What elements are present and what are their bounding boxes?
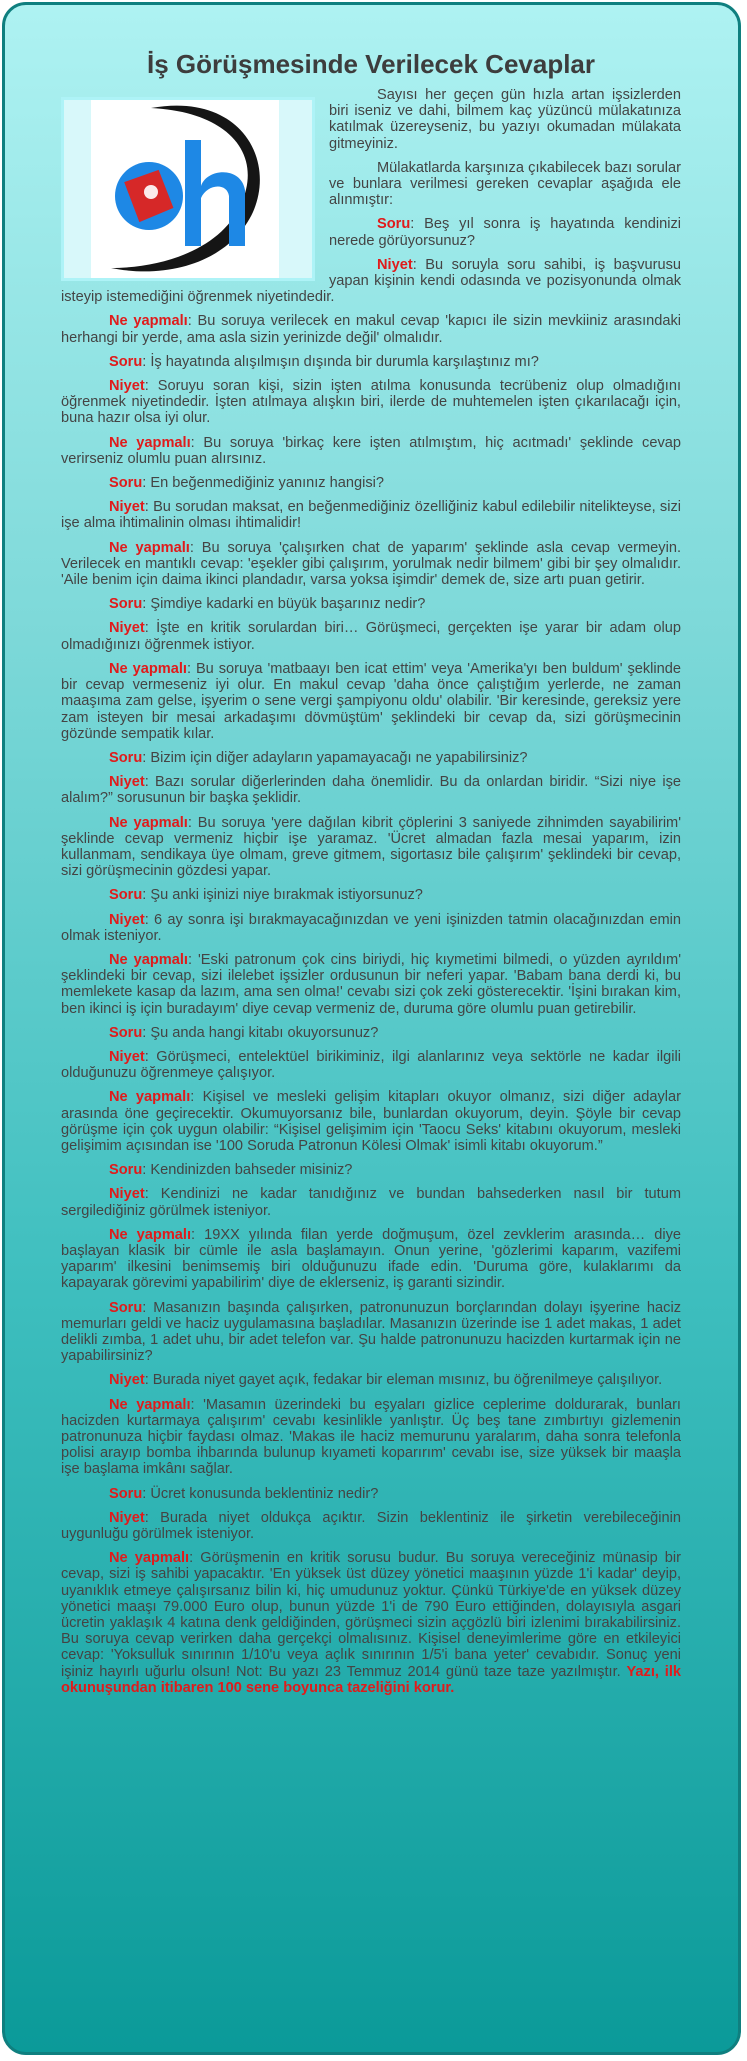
- soru-paragraph: Soru: En beğenmediğiniz yanınız hangisi?: [109, 475, 385, 492]
- soru-label: Soru: [109, 1299, 143, 1316]
- soru-label: Soru: [109, 1024, 143, 1041]
- soru-label: Soru: [109, 475, 143, 492]
- niyet-label: Niyet: [109, 1048, 145, 1065]
- soru-text: Şimdiye kadarki en büyük başarınız nedir?: [150, 596, 426, 613]
- soru-text: Şu anki işinizi niye bırakmak istiyorsunuz?: [150, 887, 423, 904]
- soru-label: Soru: [109, 353, 143, 370]
- ne-yapmali-paragraph: Ne yapmalı: 19XX yılında filan yerde doğmuşum, özel zevklerim arasında… diye başlayan klasik bir cümle ile asla başlamayın. Onun yerine, 'gözlerimi kaparım, vazifemi yaparım' ilkesini benimsemiş biri olduğunuzu ifade edin. 'Duruma göre, kulaklarımı da kapayarak görevimi yapabilirim' diye de eklerseniz, iş garanti sizindir.: [61, 1226, 682, 1292]
- logo-frame: [61, 97, 315, 281]
- niyet-label: Niyet: [109, 911, 145, 928]
- ne-yapmali-label: Ne yapmalı: [109, 1396, 191, 1413]
- niyet-paragraph: Niyet: 6 ay sonra işi bırakmayacağınızdan ve yeni işinizden tatmin olacağınızdan emin olmak isteniyor.: [61, 911, 682, 944]
- niyet-label: Niyet: [109, 499, 145, 516]
- niyet-label: Niyet: [109, 774, 145, 791]
- soru-paragraph: Soru: Şu anki işinizi niye bırakmak istiyorsunuz?: [109, 887, 423, 904]
- ne-yapmali-label: Ne yapmalı: [109, 1550, 190, 1567]
- soru-paragraph: Soru: Bizim için diğer adayların yapamayacağı ne yapabilirsiniz?: [109, 749, 528, 766]
- h-letter-logo-with-flag-icon: [91, 100, 279, 278]
- niyet-paragraph: Niyet: Soruyu soran kişi, sizin işten atılma konusunda tecrübeniz olup olmadığını öğrenmek niyetindedir. İşten atılmaya alışkın biri, ilerde de muhtemelen işten çıkarılacağı için, buna hazır olsa iyi olur.: [61, 378, 682, 427]
- ne-yapmali-text: Bu soruya 'birkaç kere işten atılmıştım, hiç acıtmadı' şeklinde cevap verirseniz olumlu puan alırsınız.: [61, 434, 681, 467]
- niyet-paragraph: Niyet: Kendinizi ne kadar tanıdığınız ve bundan bahsederken nasıl bir tutum sergilediğiniz görülmek isteniyor.: [61, 1186, 682, 1219]
- niyet-text: Bu soruyla soru sahibi, iş başvurusu yapan kişinin kendi odasında ve pozisyonunda olmak isteyip istemediğini öğrenmek niyetindedir.: [61, 256, 681, 306]
- article-card: [2, 2, 741, 2055]
- niyet-label: Niyet: [109, 620, 145, 637]
- ne-yapmali-label: Ne yapmalı: [109, 951, 188, 968]
- niyet-label: Niyet: [109, 1186, 145, 1203]
- soru-label: Soru: [109, 596, 143, 613]
- niyet-label: Niyet: [109, 1372, 145, 1389]
- closing-highlight: Yazı, ilk okunuşundan itibaren 100 sene boyunca tazeliğini korur.: [61, 1663, 681, 1696]
- ne-yapmali-text: 19XX yılında filan yerde doğmuşum, özel zevklerim arasında… diye başlayan klasik bir cümle ile asla başlamayın. Onun yerine, 'gözlerimi kaparım, vazifemi yaparım' ilkesini benimsemiş biri olduğunuzu ifade edin. 'Duruma göre, kulaklarımı da kapayarak görevimi yapabilirim' diye de eklerseniz, iş garanti sizindir.: [61, 1226, 682, 1292]
- ne-yapmali-text: Kişisel ve mesleki gelişim kitapları okuyor olmanız, sizi diğer adaylar arasında öne geçirecektir. Okumuyorsanız bile, bunlardan okuyorum, deyin. Şöyle bir cevap görüşme için çok uygun olabilir: “Kişisel gelişimim için 'Taocu Seks' kitabını okuyorum, mesleki gelişimim açısından ise '100 Soruda Patronun Kölesi Olmak' isimli kitabı okuyorum.”: [61, 1089, 681, 1154]
- niyet-text: Bazı sorular diğerlerinden daha önemlidir. Bu da onlardan biridir. “Sizi niye işe alalım?” sorusunun bir başka şeklidir.: [61, 774, 682, 807]
- soru-label: Soru: [377, 216, 411, 233]
- ne-yapmali-text: Bu soruya 'çalışırken chat de yaparım' şeklinde asla cevap vermeyin. Verilecek en mantıklı cevap: 'eşekler gibi çalışırım, yorulmak nedir bilmem' gibi bir şey olmalıdır. 'Aile benim için daima ikinci plandadır, varsa yoksa işimdir' demek de, size artı puan getirir.: [61, 539, 682, 589]
- ne-yapmali-text: 'Eski patronum çok cins biriydi, hiç kıymetimi bilmedi, o yüzden ayrıldım' şeklindeki bir cevap, sizi ilelebet işsizler ordusunun bir neferi yapar. 'Babam bana derdi ki, bu memlekete kasap da lazım, ama sen olma!' cevabı sizi çok zeki gösterecektir. 'İşini bırakan kim, ben ikinci iş için buradayım' diye cevap vermeniz de, duruma göre olumlu puan getirebilir.: [61, 951, 682, 1017]
- ne-yapmali-label: Ne yapmalı: [109, 1226, 192, 1243]
- niyet-text: Kendinizi ne kadar tanıdığınız ve bundan bahsederken nasıl bir tutum sergilediğiniz görülmek isteniyor.: [61, 1186, 682, 1219]
- niyet-label: Niyet: [109, 378, 145, 395]
- soru-label: Soru: [109, 749, 143, 766]
- soru-text: Masanızın başında çalışırken, patronunuzun borçlarından dolayı işyerine haciz memurları geldi ve haciz uygulamasına başladılar. Masanızın üzerinde ise 1 adet makas, 1 adet delikli zımba, 1 adet uhu, bir adet telefon var. Şu halde patronunuzu hacizden kurtarmak için ne yapabilirsiniz?: [61, 1299, 681, 1365]
- ne-yapmali-label: Ne yapmalı: [109, 539, 190, 556]
- soru-paragraph: Soru: Şu anda hangi kitabı okuyorsunuz?: [109, 1024, 379, 1041]
- ne-yapmali-text: Bu soruya 'matbaayı ben icat ettim' veya 'Amerika'yı ben buldum' şeklinde bir cevap vermeseniz iyi olur. En makul cevap 'daha önce çalıştığım yerlerde, ne zaman maaşıma zam gelse, işyerim o sene vergi şampiyonu oldu' olabilir. 'Bir keresinde, gereksiz yere zam isteyen bir mesai arkadaşımı dövmüştüm' şeklindeki bir cevap da, sizi görüşmecinin gözünde sempatik kılar.: [61, 660, 681, 742]
- ne-yapmali-label: Ne yapmalı: [109, 1089, 191, 1106]
- article-body: [61, 49, 682, 1704]
- niyet-label: Niyet: [377, 256, 413, 273]
- ne-yapmali-paragraph: Ne yapmalı: Bu soruya 'yere dağılan kibrit çöplerini 3 saniyede zihnimden sayabilirim' şeklinde cevap vermeniz hiçbir işe yaramaz. 'Ücret almadan fazla mesai yaparım, izin kullanmam, sendikaya üye olmam, greve gitmem, sigortasız bile çalışırım' şeklindeki bir cevap, sizi görüşmecinin gözdesi yapar.: [61, 814, 682, 880]
- ne-yapmali-label: Ne yapmalı: [109, 660, 187, 677]
- ne-yapmali-text: Görüşmenin en kritik sorusu budur. Bu soruya vereceğiniz münasip bir cevap, sizi iş sahibi yapacaktır. 'En yüksek üst düzey yönetici maaşının yüzde 1'i kadar' deyip, uyanıklık etmeye çalışırsanız bilin ki, hiç umudunuz yoktur. Çünkü Türkiye'de en yüksek düzey yönetici maaşı 79.000 Euro olup, bunun yüzde 1'i de 790 Euro ettiğinden, dolayısıyla asgari ücretin yaklaşık 4 katına denk geldiğinden, görüşmeci sizin açgözlü biri izlenimi bırakabilirsiniz. Bu soruya cevap verirken daha gerçekçi olmalısınız. Kişisel deneyimlerime göre en etkileyici cevap: 'Yoksulluk sınırının 1/10'u veya açlık sınırının 1/5'i bana yeter' cevabıdır. Sonuç yeni işiniz hayırlı uğurlu olsun! Not: Bu yazı 23 Temmuz 2014 günü taze taze yazılmıştır.: [61, 1550, 682, 1680]
- soru-paragraph: Soru: Beş yıl sonra iş hayatında kendinizi nerede görüyorsunuz?: [329, 216, 681, 249]
- ne-yapmali-paragraph: Ne yapmalı: 'Masamın üzerindeki bu eşyaları gizlice ceplerime doldurarak, bunları hacizden kurtarmaya çalışırım' cevabı kesinlikle yanlıştır. Üç beş tane zımbırtıyı gizlemenin patronunuza hiçbir faydası olmaz. 'Makas ile haciz memurunu yaralarım, daha sonra telefonla polisi arayıp bomba ihbarında bulunup kıyameti koparırım' cevabı ise, size yüksek bir maaşla işe başlama imkânı sağlar.: [61, 1396, 681, 1478]
- niyet-text: İşte en kritik sorulardan biri… Görüşmeci, gerçekten işe yarar bir adam olup olmadığınızı öğrenmek istiyor.: [61, 620, 681, 653]
- soru-paragraph: Soru: Şimdiye kadarki en büyük başarınız nedir?: [109, 596, 426, 613]
- intro-paragraph: Mülakatlarda karşınıza çıkabilecek bazı sorular ve bunlara verilmesi gereken cevaplar aşağıda ele alınmıştır:: [329, 159, 681, 209]
- ne-yapmali-text: 'Masamın üzerindeki bu eşyaları gizlice ceplerime doldurarak, bunları hacizden kurtarmaya çalışırım' cevabı kesinlikle yanlıştır. Üç beş tane zımbırtıyı gizlemenin patronunuza hiçbir faydası olmaz. 'Makas ile haciz memurunu yaralarım, daha sonra telefonla polisi arayıp bomba ihbarında bulunup kıyameti koparırım' cevabı ise, size yüksek bir maaşla işe başlama imkânı sağlar.: [61, 1396, 681, 1478]
- ne-yapmali-paragraph: Ne yapmalı: Bu soruya 'çalışırken chat de yaparım' şeklinde asla cevap vermeyin. Verilecek en mantıklı cevap: 'eşekler gibi çalışırım, yorulmak nedir bilmem' gibi bir şey olmalıdır. 'Aile benim için daima ikinci plandadır, varsa yoksa işimdir' demek de, size artı puan getirir.: [61, 539, 682, 589]
- niyet-paragraph: Niyet: İşte en kritik sorulardan biri… Görüşmeci, gerçekten işe yarar bir adam olup olmadığınızı öğrenmek istiyor.: [61, 620, 681, 653]
- ne-yapmali-paragraph: Ne yapmalı: 'Eski patronum çok cins biriydi, hiç kıymetimi bilmedi, o yüzden ayrıldım' şeklindeki bir cevap, sizi ilelebet işsizler ordusunun bir neferi yapar. 'Babam bana derdi ki, bu memlekete kasap da lazım, ama sen olma!' cevabı sizi çok zeki gösterecektir. 'İşini bırakan kim, ben ikinci iş için buradayım' diye cevap vermeniz de, duruma göre olumlu puan getirebilir.: [61, 951, 682, 1017]
- soru-label: Soru: [109, 1162, 143, 1179]
- soru-text: Bizim için diğer adayların yapamayacağı ne yapabilirsiniz?: [150, 749, 528, 766]
- ne-yapmali-text: Bu soruya verilecek en makul cevap 'kapıcı ile sizin mevkiiniz arasındaki herhangi bir yerde, ama asla sizin yerinizde değil' olmalıdır.: [61, 313, 682, 346]
- intro-paragraph: Sayısı her geçen gün hızla artan işsizlerden biri iseniz ve dahi, bilmem kaç yüzüncü mülakatınıza katılmak üzereyseniz, bu yazıyı okumadan mülakata gitmeyiniz.: [329, 87, 681, 152]
- ne-yapmali-paragraph: Ne yapmalı: Bu soruya 'matbaayı ben icat ettim' veya 'Amerika'yı ben buldum' şeklinde bir cevap vermeseniz iyi olur. En makul cevap 'daha önce çalıştığım yerlerde, ne zaman maaşıma zam gelse, işyerim o sene vergi şampiyonu oldu' olabilir. 'Bir keresinde, gereksiz yere zam isteyen bir mesai arkadaşımı dövmüştüm' şeklindeki bir cevap da, sizi görüşmecinin gözünde sempatik kılar.: [61, 660, 681, 742]
- niyet-paragraph: Niyet: Bu soruyla soru sahibi, iş başvurusu yapan kişinin kendi odasında ve pozisyonunda olmak isteyip istemediğini öğrenmek niyetindedir.: [61, 256, 681, 306]
- niyet-text: Burada niyet gayet açık, fedakar bir eleman mısınız, bu öğrenilmeye çalışılıyor.: [152, 1372, 663, 1389]
- soru-text: En beğenmediğiniz yanınız hangisi?: [150, 475, 385, 492]
- page-title: İş Görüşmesinde Verilecek Cevaplar: [146, 49, 596, 79]
- soru-text: Şu anda hangi kitabı okuyorsunuz?: [150, 1024, 379, 1041]
- ne-yapmali-label: Ne yapmalı: [109, 313, 188, 330]
- soru-paragraph: Soru: Ücret konusunda beklentiniz nedir?: [109, 1485, 379, 1502]
- ne-yapmali-label: Ne yapmalı: [109, 814, 188, 831]
- soru-text: Kendinizden bahseder misiniz?: [150, 1162, 353, 1179]
- niyet-text: Soruyu soran kişi, sizin işten atılma konusunda tecrübeniz olup olmadığını öğrenmek niyetindedir. İşten atılmaya alışkın biri, ilerde de muhtemelen işten çıkarılacağı için, buna hazır olsa iyi olur.: [61, 378, 682, 427]
- ne-yapmali-paragraph: Ne yapmalı: Bu soruya 'birkaç kere işten atılmıştım, hiç acıtmadı' şeklinde cevap verirseniz olumlu puan alırsınız.: [61, 434, 681, 467]
- soru-text: Ücret konusunda beklentiniz nedir?: [150, 1485, 379, 1502]
- niyet-paragraph: Niyet: Görüşmeci, entelektüel birikiminiz, ilgi alanlarınız veya sektörle ne kadar ilgili olduğunuzu öğrenmeye çalışıyor.: [61, 1048, 682, 1082]
- soru-label: Soru: [109, 887, 143, 904]
- soru-label: Soru: [109, 1485, 143, 1502]
- soru-paragraph: Soru: Kendinizden bahseder misiniz?: [109, 1162, 353, 1179]
- soru-paragraph: Soru: İş hayatında alışılmışın dışında bir durumla karşılaştınız mı?: [109, 353, 539, 370]
- niyet-text: Bu sorudan maksat, en beğenmediğiniz özelliğiniz kabul edilebilir nitelikteyse, sizi işe alma ihtimalinin olması ihtimalidir!: [61, 499, 682, 532]
- ne-yapmali-paragraph: Ne yapmalı: Görüşmenin en kritik sorusu budur. Bu soruya vereceğiniz münasip bir cevap, sizi iş sahibi yapacaktır. 'En yüksek üst düzey yönetici maaşının yüzde 1'i kadar' deyip, uyanıklık etmeye çalışırsanız bilin ki, hiç umudunuz yoktur. Çünkü Türkiye'de en yüksek düzey yönetici maaşı 79.000 Euro olup, bunun yüzde 1'i de 790 Euro ettiğinden, dolayısıyla asgari ücretin yaklaşık 4 katına denk geldiğinden, görüşmeci sizin açgözlü biri izlenimi bırakabilirsiniz. Bu soruya cevap verirken daha gerçekçi olmalısınız. Kişisel deneyimlerime göre en etkileyici cevap: 'Yoksulluk sınırının 1/10'u veya açlık sınırının 1/5'i bana yeter' cevabıdır. Sonuç yeni işiniz hayırlı uğurlu olsun! Not: Bu yazı 23 Temmuz 2014 günü taze taze yazılmıştır. Yazı, ilk okunuşundan itibaren 100 sene boyunca tazeliğini korur.: [61, 1550, 682, 1696]
- ne-yapmali-text: Bu soruya 'yere dağılan kibrit çöplerini 3 saniyede zihnimden sayabilirim' şeklinde cevap vermeniz hiçbir işe yaramaz. 'Ücret almadan fazla mesai yaparım, izin kullanmam, sendikaya üye olmam, greve gitmem, sigortasız bile çalışırım' şeklindeki bir cevap, sizi görüşmecinin gözdesi yapar.: [61, 814, 682, 880]
- niyet-paragraph: Niyet: Bazı sorular diğerlerinden daha önemlidir. Bu da onlardan biridir. “Sizi niye işe alalım?” sorusunun bir başka şeklidir.: [61, 774, 682, 807]
- soru-text: Beş yıl sonra iş hayatında kendinizi nerede görüyorsunuz?: [329, 216, 681, 249]
- niyet-paragraph: Niyet: Burada niyet oldukça açıktır. Sizin beklentiniz ile şirketin verebileceğinin uygunluğu görülmek isteniyor.: [61, 1509, 682, 1543]
- niyet-text: Görüşmeci, entelektüel birikiminiz, ilgi alanlarınız veya sektörle ne kadar ilgili olduğunuzu öğrenmeye çalışıyor.: [61, 1048, 682, 1082]
- soru-text: İş hayatında alışılmışın dışında bir durumla karşılaştınız mı?: [150, 353, 539, 370]
- niyet-paragraph: Niyet: Burada niyet gayet açık, fedakar bir eleman mısınız, bu öğrenilmeye çalışılıyor.: [109, 1372, 663, 1389]
- niyet-paragraph: Niyet: Bu sorudan maksat, en beğenmediğiniz özelliğiniz kabul edilebilir nitelikteyse, sizi işe alma ihtimalinin olması ihtimalidir!: [61, 499, 682, 532]
- ne-yapmali-label: Ne yapmalı: [109, 434, 191, 451]
- niyet-label: Niyet: [109, 1509, 145, 1526]
- niyet-text: 6 ay sonra işi bırakmayacağınızdan ve yeni işinizden tatmin olacağınızdan emin olmak isteniyor.: [61, 911, 682, 944]
- soru-paragraph: Soru: Masanızın başında çalışırken, patronunuzun borçlarından dolayı işyerine haciz memurları geldi ve haciz uygulamasına başladılar. Masanızın üzerinde ise 1 adet makas, 1 adet delikli zımba, 1 adet uhu, bir adet telefon var. Şu halde patronunuzu hacizden kurtarmak için ne yapabilirsiniz?: [61, 1299, 681, 1365]
- article-content: [61, 87, 681, 1696]
- ne-yapmali-paragraph: Ne yapmalı: Kişisel ve mesleki gelişim kitapları okuyor olmanız, sizi diğer adaylar arasında öne geçirecektir. Okumuyorsanız bile, bunlardan okuyorum, deyin. Şöyle bir cevap görüşme için çok uygun olabilir: “Kişisel gelişimim için 'Taocu Seks' kitabını okuyorum, mesleki gelişimim açısından ise '100 Soruda Patronun Kölesi Olmak' isimli kitabı okuyorum.”: [61, 1089, 681, 1154]
- ne-yapmali-paragraph: Ne yapmalı: Bu soruya verilecek en makul cevap 'kapıcı ile sizin mevkiiniz arasındaki herhangi bir yerde, ama asla sizin yerinizde değil' olmalıdır.: [61, 313, 682, 346]
- niyet-text: Burada niyet oldukça açıktır. Sizin beklentiniz ile şirketin verebileceğinin uygunluğu görülmek isteniyor.: [61, 1509, 682, 1543]
